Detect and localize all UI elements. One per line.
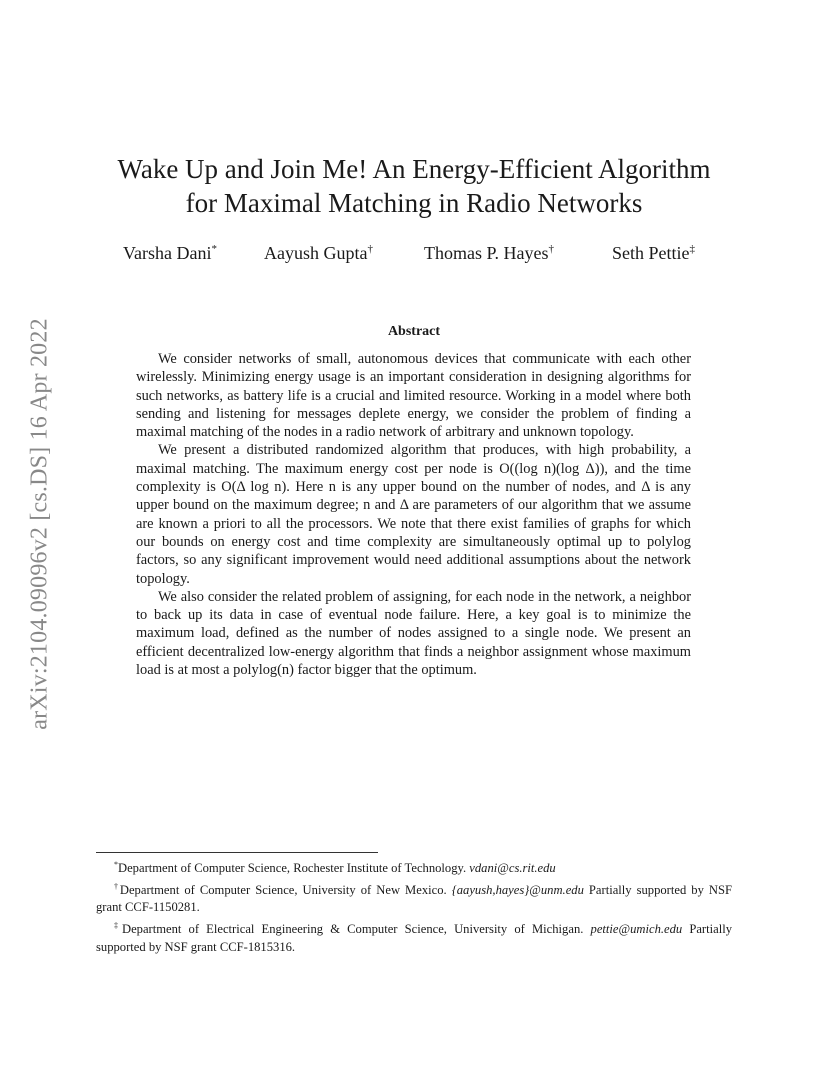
footnote: †Department of Computer Science, University of New Mexico. {aayush,hayes}@unm.edu Partially supported by NSF grant CCF-1150281.: [96, 881, 732, 915]
footnote: ‡Department of Electrical Engineering & Computer Science, University of Michigan. pettie@umich.edu Partially supported by NSF grant CCF-1815316.: [96, 920, 732, 954]
abstract-paragraph: We present a distributed randomized algorithm that produces, with high probability, a maximal matching. The maximum energy cost per node is O((log n)(log Δ)), and the time complexity is O(Δ log n). Here n is any upper bound on the number of nodes, and Δ is any upper bound on the maximum degree; n and Δ are parameters of our algorithm that we assume are known a priori to all the processors. We note that there exist families of graphs for which our bounds on energy cost and time complexity are simultaneously optimal up to polylog factors, so any significant improvement would need additional assumptions about the network topology.: [136, 442, 691, 587]
email-link[interactable]: {aayush,hayes}@unm.edu: [451, 882, 584, 897]
author-name: Varsha Dani*: [123, 243, 217, 263]
footnotes: [96, 856, 732, 956]
paper-title: [60, 152, 768, 220]
author-name: Seth Pettie‡: [612, 243, 695, 263]
footnote: *Department of Computer Science, Rochester Institute of Technology. vdani@cs.rit.edu: [114, 860, 556, 876]
footnote-divider: [96, 852, 378, 853]
email-link[interactable]: pettie@umich.edu: [590, 922, 683, 937]
author-name: Thomas P. Hayes†: [424, 243, 554, 263]
abstract-paragraph: We also consider the related problem of assigning, for each node in the network, a neighbor to back up its data in case of eventual node failure. Here, a key goal is to minimize the maximum load, defined as the number of nodes assigned to a single node. We present an efficient decentralized low-energy algorithm that finds a neighbor assignment whose maximum load is at most a polylog(n) factor bigger that the optimum.: [136, 588, 691, 679]
title-line-2: for Maximal Matching in Radio Networks: [185, 188, 643, 218]
author-name: Aayush Gupta†: [264, 243, 373, 263]
abstract-heading: Abstract: [387, 324, 441, 339]
email-link[interactable]: vdani@cs.rit.edu: [469, 861, 556, 876]
title-line-1: Wake Up and Join Me! An Energy-Efficient Algorithm: [117, 154, 711, 184]
abstract-body: [136, 350, 691, 679]
arxiv-identifier: arXiv:2104.09096v2 [cs.DS] 16 Apr 2022: [26, 318, 53, 730]
abstract-paragraph: We consider networks of small, autonomous devices that communicate with each other wirelessly. Minimizing energy usage is an important consideration in designing algorithms for such networks, as battery life is a crucial and limited resource. Working in a model where both sending and listening for messages deplete energy, we consider the problem of finding a maximal matching of the nodes in a radio network of arbitrary and unknown topology.: [136, 351, 691, 441]
